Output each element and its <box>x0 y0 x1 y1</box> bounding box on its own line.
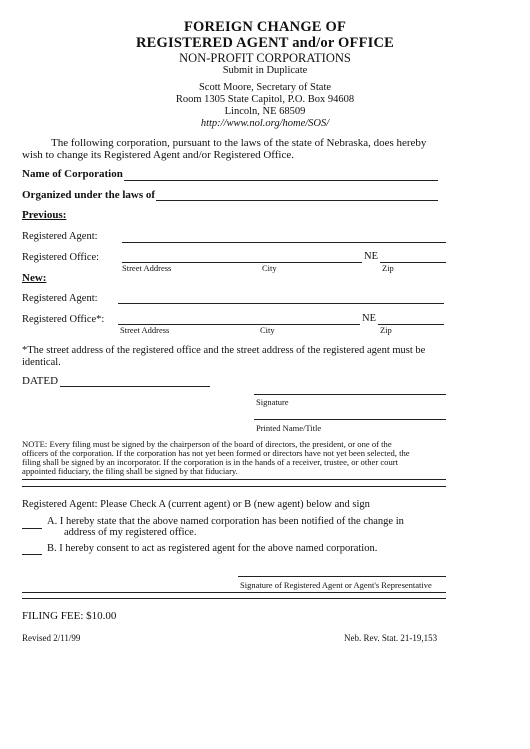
organized-under-label: Organized under the laws of <box>22 189 156 201</box>
prev-agent-label: Registered Agent: <box>22 231 98 242</box>
footnote-line1: *The street address of the registered office and the street address of the registered agent must be <box>22 345 426 356</box>
divider <box>22 592 446 593</box>
new-agent-field[interactable] <box>118 303 444 304</box>
new-city-caption: City <box>260 325 275 335</box>
form-subtitle: NON-PROFIT CORPORATIONS <box>179 51 351 65</box>
agent-instruction: Registered Agent: Please Check A (current agent) or B (new agent) below and sign <box>22 499 370 510</box>
prev-street-caption: Street Address <box>122 263 172 273</box>
prev-zip-caption: Zip <box>382 263 394 273</box>
option-a-checkbox[interactable] <box>22 528 42 529</box>
signature-field[interactable] <box>254 394 446 395</box>
prev-office-state: NE <box>364 251 378 262</box>
statute-reference: Neb. Rev. Stat. 21-19,153 <box>344 633 438 643</box>
revised-date: Revised 2/11/99 <box>22 633 81 643</box>
new-zip-caption: Zip <box>380 325 392 335</box>
prev-agent-field[interactable] <box>122 242 446 243</box>
option-b-checkbox[interactable] <box>22 554 42 555</box>
footnote-line2: identical. <box>22 357 61 368</box>
prev-office-label: Registered Office: <box>22 252 100 263</box>
previous-heading: Previous: <box>22 209 67 221</box>
new-agent-label: Registered Agent: <box>22 293 98 304</box>
option-a-text-line1: A. I hereby state that the above named corporation has been notified of the change in <box>47 516 404 527</box>
intro-line2: wish to change its Registered Agent and/or Registered Office. <box>22 149 294 161</box>
new-office-state: NE <box>362 313 376 324</box>
prev-city-caption: City <box>262 263 277 273</box>
agent-signature-caption: Signature of Registered Agent or Agent's Representative <box>240 580 432 590</box>
printed-name-caption: Printed Name/Title <box>256 423 322 433</box>
organized-under-field[interactable] <box>156 200 438 201</box>
option-b-text: B. I hereby consent to act as registered agent for the above named corporation. <box>47 543 378 554</box>
note-line3: filing shall be signed by an incorporator. If the corporation is in the hands of a receiver, trustee, or other court <box>22 457 398 467</box>
submit-note: Submit in Duplicate <box>222 65 308 76</box>
note-line4: appointed fiduciary, the filing shall be signed by that fiduciary. <box>22 466 238 476</box>
filing-fee: FILING FEE: $10.00 <box>22 610 117 622</box>
office-city: Lincoln, NE 68509 <box>224 106 306 117</box>
new-office-label: Registered Office*: <box>22 314 105 325</box>
new-street-caption: Street Address <box>120 325 170 335</box>
signature-caption: Signature <box>256 397 289 407</box>
divider <box>22 486 446 487</box>
note-line1: NOTE: Every filing must be signed by the chairperson of the board of directors, the president, or one of the <box>22 439 392 449</box>
divider <box>22 479 446 480</box>
note-line2: officers of the corporation. If the corporation has not yet been formed or directors have not yet been selected, the <box>22 448 410 458</box>
office-name: Scott Moore, Secretary of State <box>198 82 332 93</box>
dated-field[interactable] <box>60 386 210 387</box>
form-title-line2: REGISTERED AGENT and/or OFFICE <box>135 35 395 51</box>
intro-line1: The following corporation, pursuant to the laws of the state of Nebraska, does hereby <box>51 137 427 149</box>
office-url[interactable]: http://www.nol.org/home/SOS/ <box>200 118 330 129</box>
printed-name-field[interactable] <box>254 419 446 420</box>
form-title-line1: FOREIGN CHANGE OF <box>183 19 347 35</box>
name-of-corporation-label: Name of Corporation <box>22 168 123 180</box>
name-of-corporation-field[interactable] <box>124 180 438 181</box>
option-a-text-line2: address of my registered office. <box>64 527 197 538</box>
new-heading: New: <box>22 272 47 284</box>
office-address: Room 1305 State Capitol, P.O. Box 94608 <box>175 94 355 105</box>
divider <box>22 598 446 599</box>
dated-label: DATED <box>22 375 59 387</box>
agent-signature-field[interactable] <box>238 576 446 577</box>
